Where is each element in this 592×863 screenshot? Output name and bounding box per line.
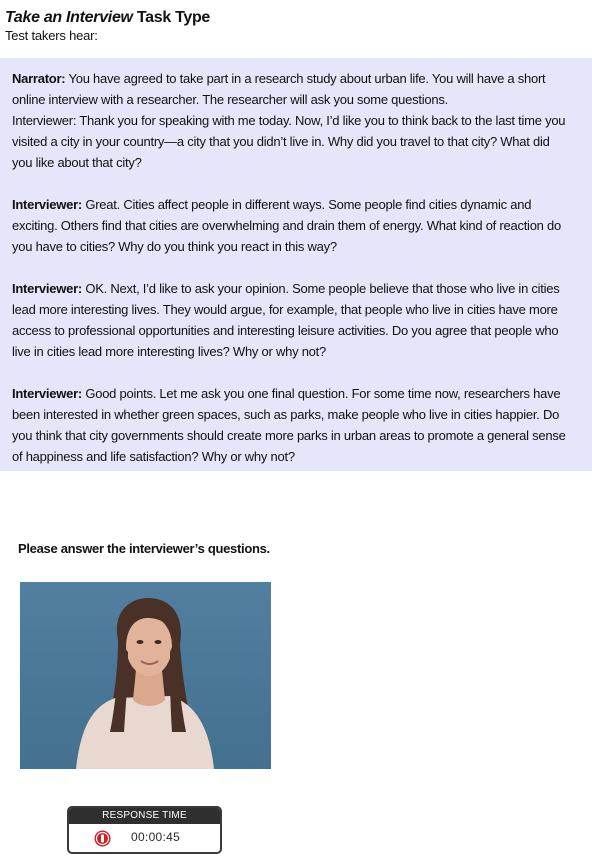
record-icon <box>94 830 111 847</box>
transcript-text: OK. Next, I’d like to ask your opinion. Some people believe that those who live in cities <box>81 281 560 296</box>
page-subtitle: Test takers hear: <box>5 28 98 43</box>
transcript-line: lead more interesting lives. They would argue, for example, that people who live in cities have more <box>12 302 558 317</box>
page-header <box>5 8 210 44</box>
speaker-label: Interviewer: <box>12 197 82 212</box>
instruction-text: Please answer the interviewer’s questions. <box>18 541 270 556</box>
transcript-first-line <box>12 194 580 215</box>
speaker-label: Interviewer: <box>12 281 82 296</box>
transcript-text: Great. Cities affect people in different ways. Some people find cities dynamic and <box>81 197 532 212</box>
transcript-text: You have agreed to take part in a research study about urban life. You will have a short <box>65 71 546 86</box>
transcript-line: you think that city governments should create more parks in urban areas to promote a general sense <box>12 428 566 443</box>
transcript-first-line <box>12 383 580 404</box>
speaker-label: Interviewer: <box>12 386 82 401</box>
response-time-label: RESPONSE TIME <box>69 808 220 824</box>
transcript-line: online interview with a researcher. The researcher will ask you some questions. <box>12 92 448 107</box>
response-time-widget <box>67 806 222 854</box>
transcript-paragraph <box>12 68 580 173</box>
title-rest: Task Type <box>132 9 211 26</box>
transcript-text: Good points. Let me ask you one final question. For some time now, researchers have <box>81 386 561 401</box>
transcript-line: live in cities lead more interesting lives? Why or why not? <box>12 344 327 359</box>
response-time-body <box>69 824 220 852</box>
interviewer-illustration <box>20 582 271 769</box>
transcript-line: you like about that city? <box>12 155 142 170</box>
transcript-first-line <box>12 68 580 89</box>
transcript-paragraph <box>12 278 580 362</box>
transcript-line: Interviewer: Thank you for speaking with me today. Now, I’d like you to think back to the last time you <box>12 113 566 128</box>
transcript-panel <box>0 58 592 471</box>
transcript-line: you have to cities? Why do you think you react in this way? <box>12 239 337 254</box>
transcript-first-line <box>12 278 580 299</box>
transcript-paragraph <box>12 383 580 467</box>
transcript-line: visited a city in your country—a city that you didn’t live in. Why did you travel to that city? What did <box>12 134 550 149</box>
interviewer-video <box>20 582 271 769</box>
transcript-line: been interested in whether green spaces, such as parks, make people who live in cities happier. Do <box>12 407 560 422</box>
transcript-paragraph <box>12 194 580 257</box>
speaker-label: Narrator: <box>12 71 66 86</box>
page-title <box>5 8 210 28</box>
transcript-line: of happiness and life satisfaction? Why or why not? <box>12 449 295 464</box>
transcript-line: access to professional opportunities and interesting leisure activities. Do you agree that people who <box>12 323 559 338</box>
transcript-line: exciting. Others find that cities are overwhelming and drain them of energy. What kind of reaction do <box>12 218 561 233</box>
response-timer: 00:00:45 <box>131 830 181 844</box>
title-italic: Take an Interview <box>5 9 133 26</box>
